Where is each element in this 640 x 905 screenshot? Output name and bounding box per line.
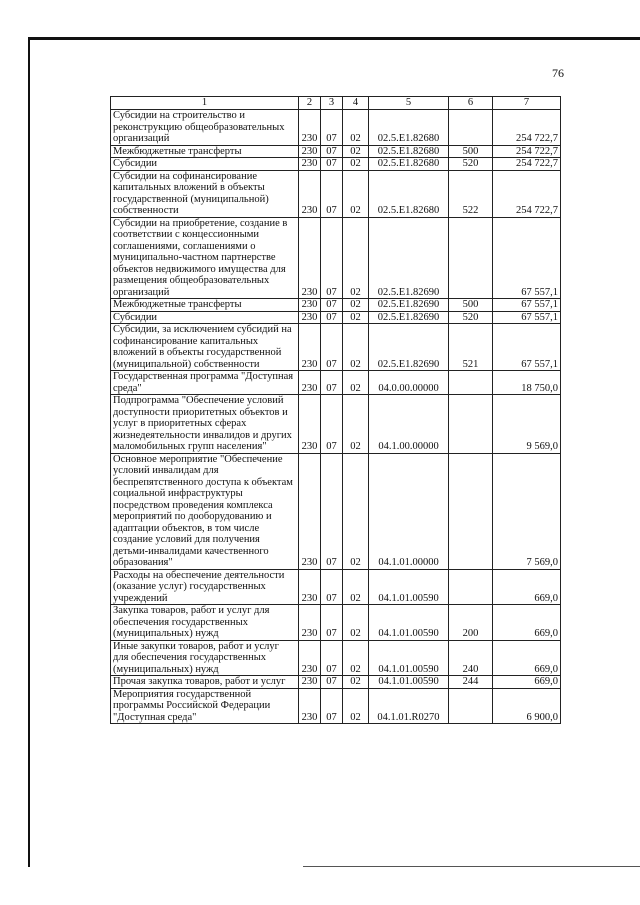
row-subsection-cell: 02 [343, 217, 369, 299]
table-row [111, 640, 561, 676]
row-code-cell: 230 [299, 640, 321, 676]
header-cell: 6 [449, 97, 493, 110]
row-code-cell: 230 [299, 158, 321, 171]
row-type-cell: 240 [449, 640, 493, 676]
row-type-cell: 500 [449, 145, 493, 158]
row-code-cell: 230 [299, 676, 321, 689]
row-type-cell: 500 [449, 299, 493, 312]
row-type-cell [449, 110, 493, 146]
row-name-cell: Субсидии на приобретение, создание в соответствии с концессионными соглашениями, соглашениями о муниципально-частном партнерстве объектов недвижимого имущества для размещения общеобразовательных организаций [111, 217, 299, 299]
row-section-cell: 07 [321, 324, 343, 371]
row-target-cell: 02.5.E1.82690 [369, 217, 449, 299]
row-section-cell: 07 [321, 371, 343, 395]
header-cell: 3 [321, 97, 343, 110]
row-target-cell: 02.5.E1.82690 [369, 311, 449, 324]
row-subsection-cell: 02 [343, 605, 369, 641]
row-target-cell: 02.5.E1.82680 [369, 158, 449, 171]
row-code-cell: 230 [299, 605, 321, 641]
row-sum-cell: 9 569,0 [493, 395, 561, 454]
row-subsection-cell: 02 [343, 324, 369, 371]
row-subsection-cell: 02 [343, 145, 369, 158]
row-subsection-cell: 02 [343, 676, 369, 689]
row-section-cell: 07 [321, 605, 343, 641]
row-name-cell: Подпрограмма "Обеспечение условий доступности приоритетных объектов и услуг в приоритетных сферах жизнедеятельности инвалидов и других маломобильных групп населения" [111, 395, 299, 454]
row-type-cell: 520 [449, 311, 493, 324]
row-name-cell: Межбюджетные трансферты [111, 299, 299, 312]
row-subsection-cell: 02 [343, 371, 369, 395]
row-target-cell: 02.5.E1.82680 [369, 170, 449, 217]
row-sum-cell: 6 900,0 [493, 688, 561, 724]
table-row [111, 170, 561, 217]
row-section-cell: 07 [321, 676, 343, 689]
row-target-cell: 04.1.01.00590 [369, 569, 449, 605]
row-target-cell: 02.5.E1.82680 [369, 145, 449, 158]
table-row [111, 110, 561, 146]
row-sum-cell: 67 557,1 [493, 217, 561, 299]
row-section-cell: 07 [321, 688, 343, 724]
row-sum-cell: 7 569,0 [493, 453, 561, 569]
row-sum-cell: 254 722,7 [493, 110, 561, 146]
row-target-cell: 02.5.E1.82680 [369, 110, 449, 146]
row-code-cell: 230 [299, 324, 321, 371]
row-type-cell [449, 217, 493, 299]
row-subsection-cell: 02 [343, 640, 369, 676]
header-cell: 5 [369, 97, 449, 110]
row-name-cell: Субсидии на софинансирование капитальных вложений в объекты государственной (муниципальной) собственности [111, 170, 299, 217]
table-row [111, 158, 561, 171]
row-type-cell [449, 395, 493, 454]
row-type-cell [449, 453, 493, 569]
table-row [111, 217, 561, 299]
row-type-cell: 522 [449, 170, 493, 217]
table-row [111, 453, 561, 569]
row-sum-cell: 254 722,7 [493, 145, 561, 158]
row-name-cell: Иные закупки товаров, работ и услуг для обеспечения государственных (муниципальных) нужд [111, 640, 299, 676]
row-type-cell [449, 688, 493, 724]
row-code-cell: 230 [299, 453, 321, 569]
row-sum-cell: 67 557,1 [493, 311, 561, 324]
row-code-cell: 230 [299, 311, 321, 324]
row-sum-cell: 18 750,0 [493, 371, 561, 395]
row-sum-cell: 67 557,1 [493, 324, 561, 371]
table-header-row [111, 97, 561, 110]
row-name-cell: Субсидии, за исключением субсидий на софинансирование капитальных вложений в объекты государственной (муниципальной) собственности [111, 324, 299, 371]
row-sum-cell: 669,0 [493, 605, 561, 641]
row-type-cell: 521 [449, 324, 493, 371]
row-target-cell: 04.1.01.00590 [369, 676, 449, 689]
row-subsection-cell: 02 [343, 299, 369, 312]
row-name-cell: Субсидии [111, 158, 299, 171]
row-sum-cell: 254 722,7 [493, 158, 561, 171]
top-border-line [28, 37, 640, 40]
row-name-cell: Государственная программа "Доступная среда" [111, 371, 299, 395]
table-row [111, 676, 561, 689]
row-type-cell: 520 [449, 158, 493, 171]
row-code-cell: 230 [299, 110, 321, 146]
header-cell: 1 [111, 97, 299, 110]
row-name-cell: Прочая закупка товаров, работ и услуг [111, 676, 299, 689]
row-subsection-cell: 02 [343, 453, 369, 569]
row-section-cell: 07 [321, 569, 343, 605]
row-name-cell: Субсидии [111, 311, 299, 324]
table-row [111, 395, 561, 454]
row-code-cell: 230 [299, 145, 321, 158]
row-target-cell: 04.0.00.00000 [369, 371, 449, 395]
row-subsection-cell: 02 [343, 170, 369, 217]
row-section-cell: 07 [321, 395, 343, 454]
row-section-cell: 07 [321, 110, 343, 146]
table-row [111, 688, 561, 724]
row-subsection-cell: 02 [343, 110, 369, 146]
row-sum-cell: 669,0 [493, 640, 561, 676]
row-sum-cell: 669,0 [493, 569, 561, 605]
row-sum-cell: 254 722,7 [493, 170, 561, 217]
row-subsection-cell: 02 [343, 569, 369, 605]
row-sum-cell: 67 557,1 [493, 299, 561, 312]
table-row [111, 605, 561, 641]
row-section-cell: 07 [321, 170, 343, 217]
table-row [111, 299, 561, 312]
table-row [111, 324, 561, 371]
row-target-cell: 04.1.01.00590 [369, 605, 449, 641]
table-row [111, 145, 561, 158]
row-name-cell: Мероприятия государственной программы Российской Федерации "Доступная среда" [111, 688, 299, 724]
row-section-cell: 07 [321, 640, 343, 676]
header-cell: 7 [493, 97, 561, 110]
row-section-cell: 07 [321, 299, 343, 312]
row-target-cell: 04.1.01.00000 [369, 453, 449, 569]
row-target-cell: 02.5.E1.82690 [369, 324, 449, 371]
row-code-cell: 230 [299, 688, 321, 724]
table-row [111, 371, 561, 395]
row-subsection-cell: 02 [343, 311, 369, 324]
row-target-cell: 02.5.E1.82690 [369, 299, 449, 312]
header-cell: 2 [299, 97, 321, 110]
page-number: 76 [552, 66, 564, 80]
budget-table [110, 96, 561, 724]
row-subsection-cell: 02 [343, 395, 369, 454]
row-section-cell: 07 [321, 453, 343, 569]
row-name-cell: Субсидии на строительство и реконструкцию общеобразовательных организаций [111, 110, 299, 146]
row-code-cell: 230 [299, 299, 321, 312]
row-name-cell: Основное мероприятие "Обеспечение условий инвалидам для беспрепятственного доступа к объектам социальной инфраструктуры посредством проведения комплекса мероприятий по дооборудованию и адаптации объектов, в том числе создание условий для получения детьми-инвалидами качественного образования" [111, 453, 299, 569]
row-section-cell: 07 [321, 311, 343, 324]
row-section-cell: 07 [321, 217, 343, 299]
row-code-cell: 230 [299, 217, 321, 299]
row-type-cell [449, 569, 493, 605]
row-code-cell: 230 [299, 569, 321, 605]
row-type-cell: 200 [449, 605, 493, 641]
row-name-cell: Закупка товаров, работ и услуг для обеспечения государственных (муниципальных) нужд [111, 605, 299, 641]
row-code-cell: 230 [299, 395, 321, 454]
row-section-cell: 07 [321, 158, 343, 171]
row-section-cell: 07 [321, 145, 343, 158]
row-target-cell: 04.1.01.R0270 [369, 688, 449, 724]
table-row [111, 311, 561, 324]
row-sum-cell: 669,0 [493, 676, 561, 689]
left-border-line [28, 37, 30, 867]
table-row [111, 569, 561, 605]
bottom-border-line [303, 866, 640, 867]
row-type-cell: 244 [449, 676, 493, 689]
row-target-cell: 04.1.00.00000 [369, 395, 449, 454]
row-name-cell: Расходы на обеспечение деятельности (оказание услуг) государственных учреждений [111, 569, 299, 605]
row-subsection-cell: 02 [343, 158, 369, 171]
row-code-cell: 230 [299, 170, 321, 217]
row-type-cell [449, 371, 493, 395]
row-code-cell: 230 [299, 371, 321, 395]
row-target-cell: 04.1.01.00590 [369, 640, 449, 676]
row-name-cell: Межбюджетные трансферты [111, 145, 299, 158]
header-cell: 4 [343, 97, 369, 110]
row-subsection-cell: 02 [343, 688, 369, 724]
